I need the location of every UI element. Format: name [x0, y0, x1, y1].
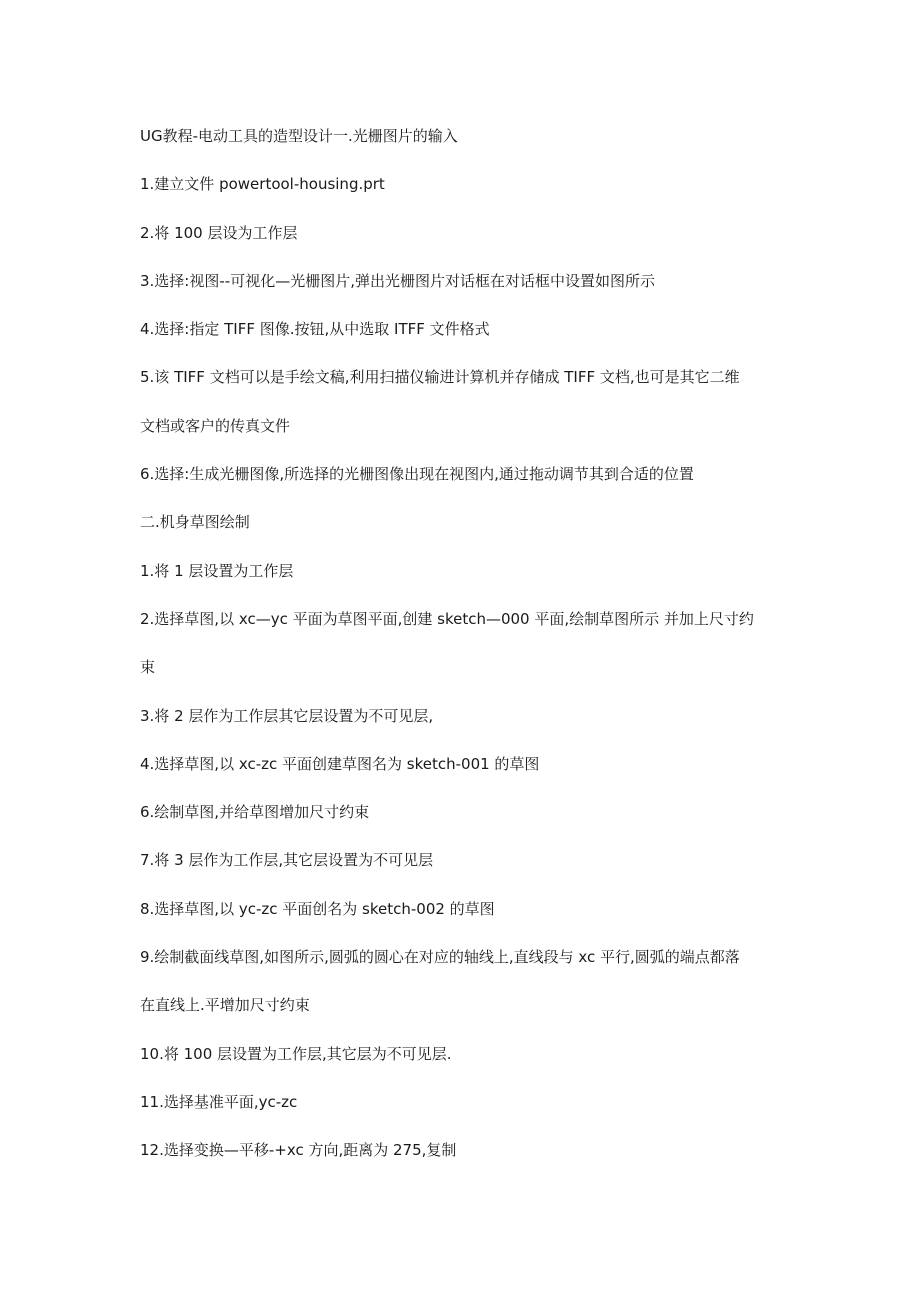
document-body — [140, 121, 790, 1184]
doc-line: 1.将 1 层设置为工作层 — [140, 561, 294, 580]
doc-line: 3.将 2 层作为工作层其它层设置为不可见层, — [140, 706, 434, 725]
doc-line: 在直线上.平增加尺寸约束 — [140, 996, 310, 1015]
doc-line: 7.将 3 层作为工作层,其它层设置为不可见层 — [140, 851, 434, 870]
doc-line: 文档或客户的传真文件 — [140, 416, 291, 435]
doc-line: 4.选择:指定 TIFF 图像.按钮,从中选取 ITFF 文件格式 — [140, 320, 490, 339]
doc-line: 8.选择草图,以 yc-zc 平面创名为 sketch-002 的草图 — [140, 899, 495, 918]
doc-line: 11.选择基准平面,yc-zc — [140, 1092, 298, 1111]
doc-line: 4.选择草图,以 xc-zc 平面创建草图名为 sketch-001 的草图 — [140, 754, 540, 773]
doc-line: 6.绘制草图,并给草图增加尺寸约束 — [140, 803, 370, 822]
doc-line: 2.将 100 层设为工作层 — [140, 223, 298, 242]
doc-line: 束 — [140, 658, 156, 677]
doc-line: 6.选择:生成光栅图像,所选择的光栅图像出现在视图内,通过拖动调节其到合适的位置 — [140, 465, 694, 484]
doc-line: 10.将 100 层设置为工作层,其它层为不可见层. — [140, 1044, 452, 1063]
doc-line: 12.选择变换—平移-+xc 方向,距离为 275,复制 — [140, 1141, 457, 1160]
doc-line: 1.建立文件 powertool-housing.prt — [140, 175, 385, 194]
doc-title: UG教程-电动工具的造型设计一.光栅图片的输入 — [140, 127, 458, 145]
doc-line: 5.该 TIFF 文档可以是手绘文稿,利用扫描仪输进计算机并存储成 TIFF 文档,也可是其它二维 — [140, 368, 740, 387]
doc-line: 3.选择:视图--可视化—光栅图片,弹出光栅图片对话框在对话框中设置如图所示 — [140, 271, 655, 290]
doc-line: 2.选择草图,以 xc—yc 平面为草图平面,创建 sketch—000 平面,绘制草图所示 并加上尺寸约 — [140, 609, 754, 628]
doc-line: 9.绘制截面线草图,如图所示,圆弧的圆心在对应的轴线上,直线段与 xc 平行,圆弧的端点都落 — [140, 948, 740, 967]
section-heading: 二.机身草图绘制 — [140, 513, 250, 532]
